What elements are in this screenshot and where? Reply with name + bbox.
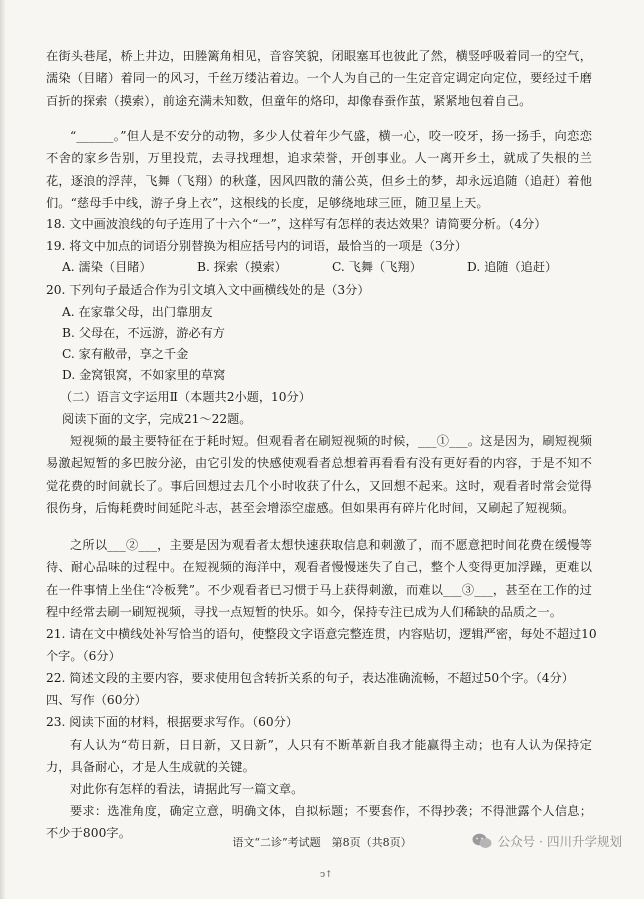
- question-19: 19. 将文中加点的词语分别替换为相应括号内的词语，最恰当的一项是（3分）: [46, 239, 468, 253]
- reading-instruction: 阅读下面的文字，完成21～22题。: [62, 412, 252, 426]
- section-heading-writing: 四、写作（60分）: [46, 693, 147, 707]
- option-b: B. 父母在，不远游，游必有方: [62, 326, 225, 340]
- option-c: C. 家有敝帚，享之千金: [62, 347, 189, 361]
- question-19-options: [62, 257, 602, 277]
- page-edge-shadow: [0, 0, 6, 899]
- section-heading-language-use: （二）语言文字运用Ⅱ（本题共2小题，10分）: [60, 390, 311, 404]
- question-20: 20. 下列句子最适合作为引文填入文中画横线处的是（3分）: [46, 283, 370, 297]
- option-c: C. 飞舞（飞翔）: [332, 260, 422, 274]
- short-video-paragraph-2: 之所以___②___，主要是因为观看者太想快速获取信息和刺激了，而不愿意把时间花费在缓慢等待、耐心品味的过程中。在短视频的海洋中，观看者慢慢迷失了自己，整个人变得更加浮躁，更难以在一件事情上坐住“冷板凳”。不少观看者已习惯于马上获得刺激，而难以___③___，甚至在工作的过程中经常去刷一刷短视频，寻找一点短暂的快乐。如今，保持专注已成为人们稀缺的品质之一。: [46, 538, 592, 619]
- option-d: D. 追随（追赶）: [467, 260, 558, 274]
- passage-paragraph-1: 在街头巷尾，桥上井边，田塍篱角相见，音容笑貌，闭眼塞耳也彼此了然，横竖呼吸着同一的空气，濡染（目睹）着同一的风习，千丝万缕沾着边。一个人为自己的一生定音定调定向定位，要经过千磨百折的探索（摸索），前途充满未知数，但童年的烙印，却像春蚕作茧，紧紧地包着自己。: [46, 49, 592, 108]
- short-video-paragraph-1: 短视频的最主要特征在于耗时短。但观看者在刷短视频的时候，___①___。这是因为，刷短视频易激起短暂的多巴胺分泌，由它引发的快感使观看者总想着再看看有没有更好看的内容，于是不知不觉花费的时间就长了。事后回想过去几个小时收获了什么，又回想不起来。这时，观看者时常会觉得很伤身，后悔耗费时间延陀斗志，甚至会增添空虚感。但如果再有碎片化时间，又刷起了短视频。: [46, 434, 592, 515]
- passage-paragraph-2: “______。”但人是不安分的动物，多少人仗着年少气盛，横一心，咬一咬牙，扬一扬手，向恋恋不舍的家乡告别，万里投荒，去寻找理想，追求荣誉，开创事业。人一离开乡土，就成了失根的兰花，逐浪的浮萍，飞舞（飞翔）的秋蓬，因风四散的蒲公英，但乡土的梦，却永远追随（追赶）着他们。“慈母手中线，游子身上衣”，这根线的长度，足够绕地球三匝，随卫星上天。: [46, 129, 592, 210]
- question-21: 21. 请在文中横线处补写恰当的语句，使整段文字语意完整连贯，内容贴切，逻辑严密，每处不超过10个字。（6分）: [46, 627, 597, 663]
- option-b: B. 探索（摸索）: [197, 260, 287, 274]
- page-footer: 语文“二诊”考试题 第8页（共8页）: [232, 836, 412, 849]
- watermark-text: 公众号 · 四川升学规划: [497, 834, 622, 849]
- option-a: A. 濡染（目睹）: [62, 260, 152, 274]
- wechat-icon: [472, 833, 492, 849]
- footer-mark: ↄ↑: [320, 870, 333, 880]
- watermark: [472, 832, 622, 850]
- option-a: A. 在家靠父母，出门靠朋友: [62, 305, 213, 319]
- writing-material: 有人认为“苟日新，日日新，又日新”，人只有不断革新自我才能赢得主动；也有人认为保持定力，具备耐心，才是人生成就的关键。: [46, 738, 592, 775]
- writing-requirements: 要求：选准角度，确定立意，明确文体，自拟标题；不要套作，不得抄袭；不得泄露个人信息；不少于800字。: [46, 804, 592, 841]
- option-d: D. 金窝银窝，不如家里的草窝: [62, 368, 226, 382]
- question-18: 18. 文中画波浪线的句子连用了十六个“一”，这样写有怎样的表达效果？请简要分析。（4分）: [46, 217, 547, 231]
- question-22: 22. 简述文段的主要内容，要求使用包含转折关系的句子，表达准确流畅，不超过50个字。（4分）: [46, 671, 574, 685]
- writing-prompt: 对此你有怎样的看法，请据此写一篇文章。: [70, 782, 304, 796]
- question-23: 23. 阅读下面的材料，根据要求写作。（60分）: [46, 715, 299, 729]
